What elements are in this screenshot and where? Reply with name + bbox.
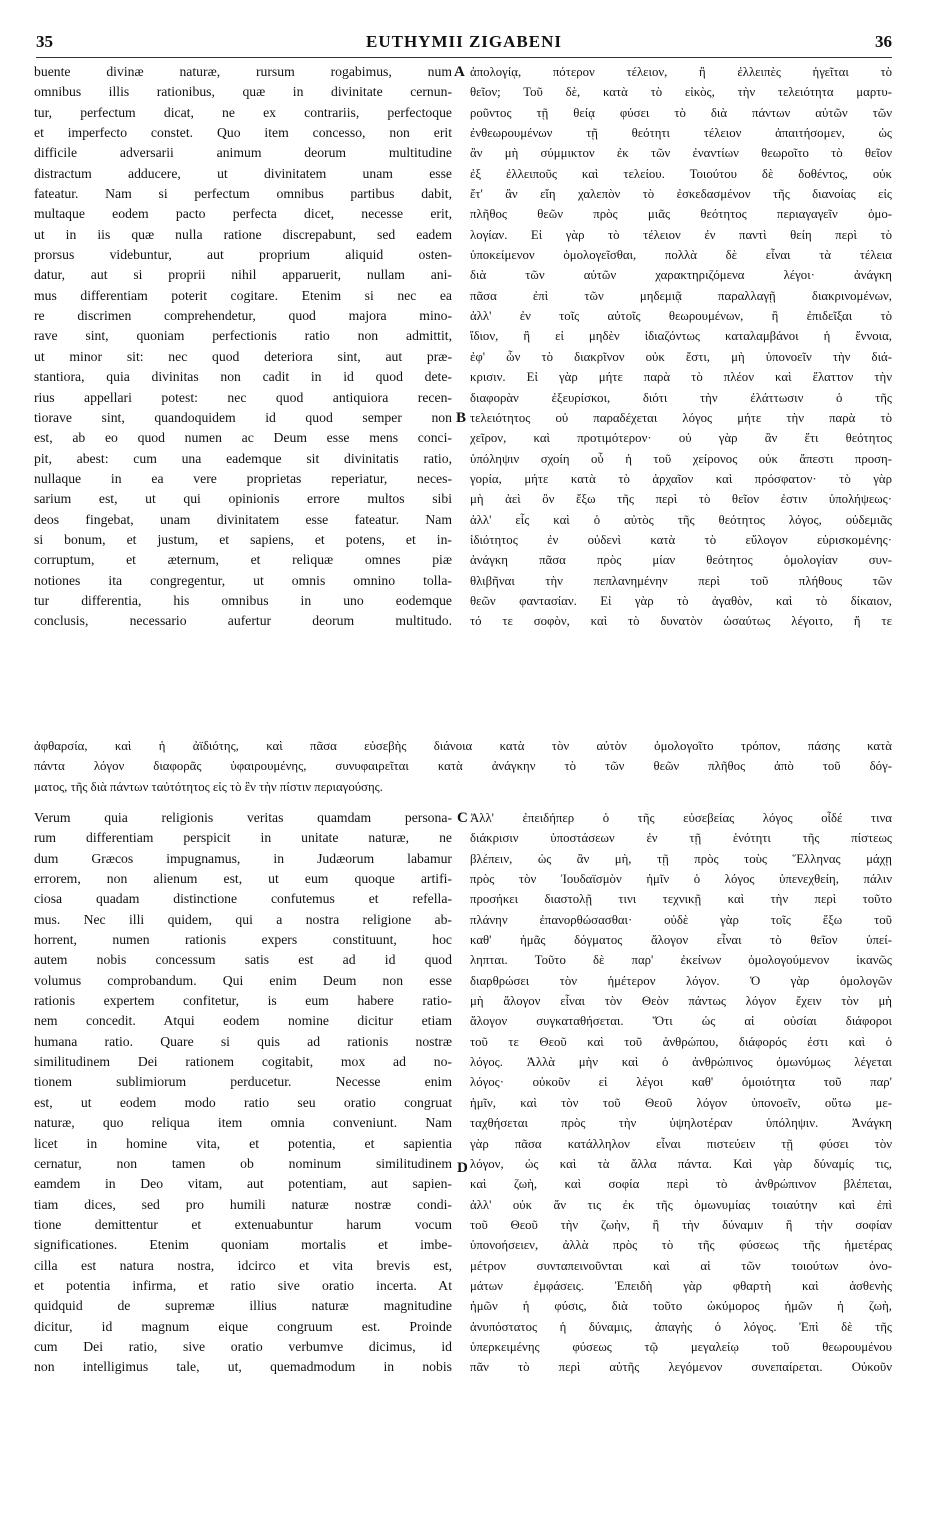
text-line: est, ab eo quod numen ac Deum esse mens conci-	[34, 430, 452, 446]
text-line: κρισιν. Εἰ γὰρ μήτε παρὰ τὸ πλέον καὶ ἔλαττον τὴν	[470, 370, 892, 385]
text-line: ἀνυπόστατος ἡ δύναμις, ἀπαγὴς ὁ λόγος. Ἐπὶ δὲ τῆς	[470, 1319, 892, 1334]
text-line: καὶ ζωὴ, καὶ σοφία περὶ τὸ ἀνθρώπινον βλέπεται,	[470, 1177, 892, 1192]
text-line: difficile adversarii animum deorum multitudine	[34, 145, 452, 161]
text-line: πλάνην ἐπανορθώσασθαι· οὐδὲ γὰρ τοῖς ἔξω τοῦ	[470, 912, 892, 927]
text-line: διάκρισιν ὑποστάσεων ἐν τῇ ἑνότητι τῆς πίστεως	[470, 831, 892, 846]
text-line: τό τε σοφὸν, καὶ τὸ δυνατὸν ὡσαύτως λέγοιτο, ἥ τε	[470, 614, 892, 629]
text-line: ἀλλ' εἷς καὶ ὁ αὐτὸς τῆς θεότητος λόγος, οὐδεμιᾶς	[470, 512, 892, 527]
text-line: horrent, numen rationis expers constituunt, hoc	[34, 932, 452, 948]
text-line: est, ut eodem modo ratio seu oratio congruat	[34, 1094, 452, 1110]
text-line: ciosa quadam distinctione confutemus et refella-	[34, 891, 452, 907]
text-line: ὑπόληψιν σχοίη οὗ ἡ τοῦ χείρονος οὐκ ἄπεστι προση-	[470, 451, 892, 466]
text-line: γορία, μήτε κατὰ τὸ ἀρχαῖον καὶ πρόσφατον· τὸ γὰρ	[470, 471, 892, 486]
text-line: ἀφθαρσία, καὶ ἡ ἀϊδιότης, καὶ πᾶσα εὐσεβὴς διάνοια κατὰ τὸν αὐτὸν ὁμολογοῖτο τρόπον, πάσης κατὰ	[34, 739, 892, 753]
text-line: licet in homine vita, et potentia, et sapientia	[34, 1135, 452, 1151]
page-number-right: 36	[875, 32, 892, 51]
text-line: rationis expertem confitetur, is eum habere ratio-	[34, 993, 452, 1009]
text-line: buente divinæ naturæ, rursum rogabimus, num	[34, 64, 452, 79]
text-line: significationes. Etenim quoniam mortalis et imbe-	[34, 1237, 452, 1253]
text-line: ἔτ' ἂν εἴη χαλεπὸν τὸ ἐσκεδασμένον τῆς διανοίας εἰς	[470, 187, 892, 202]
text-line: ἐφ' ὧν τὸ διακρῖνον οὐκ ἔστι, μὴ ὑπονοεῖν τὴν διά-	[470, 349, 892, 364]
text-line: ροῦντος τῇ θείᾳ φύσει τὸ διὰ πάντων αὐτῶν τῶν	[470, 105, 892, 120]
text-line: tionem sublimiorum perducetur. Necesse enim	[34, 1074, 452, 1090]
text-line: πλῆθος θεῶν πρὸς μιᾶς θεότητος περιαγαγεῖν ὁμο-	[470, 207, 892, 222]
text-line: διὰ τῶν αὐτῶν χαρακτηριζόμενα λέγοι· ἀνάγκη	[470, 268, 892, 283]
text-line: pit, abest: cum una eademque sit divinitatis ratio,	[34, 450, 452, 466]
text-line: θεῖον; Τοῦ δὲ, κατὰ τὸ εἰκὸς, τὴν τελειότητα μαρτυ-	[470, 85, 892, 100]
text-line: ἀνάγκη πᾶσα πρὸς μίαν θεότητος ὁμολογίαν συν-	[470, 553, 892, 568]
running-title: EUTHYMII ZIGABENI	[365, 32, 562, 51]
greek-full-width-paragraph	[34, 736, 892, 800]
text-line: ἀπολογίᾳ, πότερον τέλειον, ἢ ἐλλειπὲς ἡγεῖται τὸ	[470, 65, 892, 79]
margin-letter-d: D	[457, 1160, 468, 1176]
text-line: τελειότητος οὐ παραδέχεται λόγος μήτε τὴν παρὰ τὸ	[470, 410, 892, 425]
page-number-left: 35	[36, 32, 53, 51]
text-line: autem nobis concessum satis est ad id quod	[34, 952, 452, 968]
text-line: γὰρ πᾶσα κατάλληλον εἶναι πιστεύειν τῇ φύσει τὸν	[470, 1136, 892, 1151]
text-line: ὑπονοήσειεν, ἀλλὰ πρὸς τὸ τῆς φύσεως τῆς ἡμετέρας	[470, 1238, 892, 1253]
text-line: deos fingebat, unam divinitatem esse fateatur. Nam	[34, 511, 452, 527]
text-line: nem concedit. Atqui eodem nomine dicitur etiam	[34, 1013, 452, 1029]
text-line: rave sint, quoniam perfectionis ratio non admittit,	[34, 328, 452, 344]
text-line: multaque eodem pacto perfecta dicet, necesse erit,	[34, 206, 452, 222]
text-line: ἴδιον, ἢ εἰ μηδὲν ἰδιαζόντως καταλαμβάνοι ἡ ἔννοια,	[470, 329, 892, 344]
text-line: ληπται. Τοῦτο δὲ παρ' ἐκείνων ὁμολογούμενον ἱκανῶς	[470, 953, 892, 968]
text-line: μὴ ἀεὶ ὂν ἔξω τῆς περὶ τὸ θεῖον ἐστιν ὑπολήψεως·	[470, 492, 892, 507]
text-line: χεῖρον, καὶ προτιμότερον· οὐ γὰρ ἂν ἔτι θεότητος	[470, 431, 892, 446]
text-line: dum Græcos impugnamus, in Judæorum labamur	[34, 850, 452, 866]
text-line: θεῶν φαντασίαν. Εἰ γὰρ τὸ ἀγαθὸν, καὶ τὸ δίκαιον,	[470, 593, 892, 608]
text-line: re discrimen comprehendetur, quod majora mino-	[34, 308, 452, 324]
greek-column-top	[470, 62, 892, 634]
text-line: πᾶν τὸ περὶ αὐτῆς λεγόμενον συνεπαίρεται. Οὐκοῦν	[470, 1360, 892, 1375]
text-line: tur differentia, his omnibus in uno eodemque	[34, 592, 452, 608]
text-line: mus differentiam poterit cogitare. Etenim si nec ea	[34, 287, 452, 303]
text-line: cilla est natura nostra, idcirco et vita brevis est,	[34, 1257, 452, 1273]
text-line: Ἀλλ' ἐπειδήπερ ὁ τῆς εὐσεβείας λόγος οἶδέ τινα	[470, 811, 892, 825]
latin-column-bottom	[34, 808, 452, 1380]
text-line: λόγον, ὡς καὶ τὰ ἄλλα πάντα. Καὶ γὰρ δύναμίς τις,	[470, 1156, 892, 1171]
text-line: ut minor sit: nec quod deteriora sint, aut præ-	[34, 348, 452, 364]
text-line: ταχθήσεται πρὸς τὴν ὑψηλοτέραν ὑπόληψιν. Ἀνάγκη	[470, 1116, 892, 1131]
text-line: ἐνθεωρουμένων τῇ θεότητι τέλειον ἀπαιτήσομεν, ὡς	[470, 126, 892, 141]
text-line: tur, perfectum dicat, ne ex contrariis, perfectoque	[34, 104, 452, 120]
margin-letter-c: C	[457, 810, 468, 826]
text-line: distractum adducere, ut divinitatem unam esse	[34, 165, 452, 181]
text-line: ἡμῶν ἡ φύσις, διὰ τοῦτο ὠκύμορος ἡμῶν ἡ ζωὴ,	[470, 1299, 892, 1314]
text-line: quidquid de supremæ illius naturæ magnitudine	[34, 1298, 452, 1314]
text-line: ut in iis quæ nulla ratione discrepabunt, sed eadem	[34, 226, 452, 242]
text-line: ἡμῖν, καὶ τὸν τοῦ Θεοῦ λόγον ὑπονοεῖν, οὕτω με-	[470, 1095, 892, 1110]
text-line: ἰδιότητος ἐν οὐδενὶ κατὰ τὸ εὔλογον εὑρισκομένης·	[470, 532, 892, 547]
text-line: mus. Nec illi quidem, qui a nostra religione ab-	[34, 911, 452, 927]
text-line: ὑπερκειμένης φύσεως τῷ μεγαλείῳ τοῦ θεωρουμένου	[470, 1339, 892, 1354]
text-line: μὴ ἄλογον εἶναι τὸν Θεὸν πάντως λόγον ἔχειν τὸν μὴ	[470, 994, 892, 1009]
text-line: μέτρον συνταπεινοῦνται καὶ αἱ τῶν τοιούτων ὀνο-	[470, 1258, 892, 1273]
header-rule	[36, 57, 892, 58]
text-line: cum Dei ratio, sive oratio verbumve dicimus, id	[34, 1338, 452, 1354]
margin-letter-a: A	[454, 64, 465, 80]
text-line: fateatur. Nam si perfectum omnibus partibus dabit,	[34, 186, 452, 202]
text-line: omnibus illis rationibus, quæ in divinitate cernun-	[34, 84, 452, 100]
text-line: stantiora, quia divinitas non cadit in id quod dete-	[34, 369, 452, 385]
text-line: λόγος· οὐκοῦν εἰ λέγοι καθ' ὁμοιότητα τοῦ παρ'	[470, 1075, 892, 1090]
text-line: πᾶσα ἐπὶ τῶν μηδεμιᾷ παραλλαγῇ διακρινομένων,	[470, 288, 892, 303]
text-line: volumus comprobandum. Qui enim Deum non esse	[34, 972, 452, 988]
text-line: ἀλλ' οὐκ ἄν τις ἐκ τῆς ὁμωνυμίας τοιαύτην καὶ ἐπὶ	[470, 1197, 892, 1212]
text-line: ἄλογον συγκαταθήσεται. Ὅτι ὡς αἱ οὐσίαι διάφοροι	[470, 1014, 892, 1029]
text-line: sarium est, ut qui opinionis errore multos sibi	[34, 491, 452, 507]
text-line: naturæ, quo reliqua item omnia conveniunt. Nam	[34, 1115, 452, 1131]
text-line: rius appellari potest: nec quod antiquiora recen-	[34, 389, 452, 405]
text-line: καθ' ἡμᾶς δόγματος ἄλογον εἶναι τὸ θεῖον ὑπεί-	[470, 933, 892, 948]
text-line: τοῦ τε Θεοῦ καὶ τοῦ ἀνθρώπου, διάφορός ἐστι καὶ ὁ	[470, 1034, 892, 1049]
text-line: ματος, τῆς διὰ πάντων ταὐτότητος εἰς τὸ ἓν τὴν πίστιν περιαγούσης.	[34, 779, 383, 794]
text-line: conclusis, necessario aufertur deorum multitudo.	[34, 613, 452, 629]
text-line: nullaque in ea vere proprietas reperiatur, neces-	[34, 470, 452, 486]
text-line: Verum quia religionis veritas quamdam persona-	[34, 810, 452, 825]
text-line: βλέπειν, ὡς ἂν μὴ, τῇ πρὸς τοὺς Ἕλληνας μάχῃ	[470, 851, 892, 866]
text-line: rum differentiam perspicit in unitate naturæ, ne	[34, 830, 452, 846]
text-line: τοῦ Θεοῦ τὴν ζωὴν, ἢ τὴν δύναμιν ἢ τὴν σοφίαν	[470, 1217, 892, 1232]
text-line: si bonum, et justum, et sapiens, et potens, et in-	[34, 531, 452, 547]
text-line: tiam dices, sed pro humili naturæ nostræ condi-	[34, 1196, 452, 1212]
text-line: θλιβῆναι τὴν πεπλανημένην περὶ τοῦ πλήθους τῶν	[470, 573, 892, 588]
text-line: humana ratio. Quare si quis ad rationis nostræ	[34, 1033, 452, 1049]
text-line: πρὸς τὸν Ἰουδαϊσμὸν ἡμῖν ὁ λόγος ὑπενεχθείη, πάλιν	[470, 872, 892, 887]
text-line: prorsus videbuntur, aut proprium aliquid osten-	[34, 247, 452, 263]
text-line: notiones ita congregentur, ut omnis omnino tolla-	[34, 572, 452, 588]
text-line: tiorave sint, quandoquidem id quod semper non	[34, 409, 452, 425]
text-line: dicitur, id magnum eique congruum est. Proinde	[34, 1318, 452, 1334]
greek-column-bottom	[470, 808, 892, 1380]
text-line: ἐξ ἐλλειποῦς καὶ τελείου. Τοιούτου δὲ δοθέντος, οὐκ	[470, 166, 892, 181]
text-line: μάτων ἐμφάσεις. Ἐπειδὴ γὰρ φθαρτὴ καὶ ἀσθενὴς	[470, 1278, 892, 1293]
margin-letter-b: B	[456, 410, 467, 426]
text-line: eamdem in Deo vitam, aut potentiam, aut sapien-	[34, 1176, 452, 1192]
text-line: λογίαν. Εἰ γὰρ τὸ τέλειον ἐν παντὶ θείη περὶ τὸ	[470, 227, 892, 242]
text-line: corruptum, et æternum, et reliquæ omnes piæ	[34, 552, 452, 568]
text-line: ἀλλ' ἐν τοῖς αὐτοῖς θεωρουμένων, ἢ ἐπιδεῖξαι τὸ	[470, 309, 892, 324]
text-line: similitudinem Dei rationem cogitabit, mox ad no-	[34, 1054, 452, 1070]
latin-column-top	[34, 62, 452, 634]
text-line: errorem, non alienum est, ut eum quoque artifi-	[34, 871, 452, 887]
text-line: λόγος. Ἀλλὰ μὴν καὶ ὁ ἀνθρώπινος ὁμωνύμως λέγεται	[470, 1055, 892, 1070]
text-line: ὑποκείμενον ὁμολογεῖσθαι, πολλὰ δὲ εἶναι τὰ τέλεια	[470, 248, 892, 263]
text-line: διαρθρώσει τὸν ἡμέτερον λόγον. Ὁ γὰρ ὁμολογῶν	[470, 973, 892, 988]
text-line: cernatur, non tamen ob nominum similitudinem	[34, 1155, 452, 1171]
text-line: et imperfecto constet. Quo item concesso, non erit	[34, 125, 452, 141]
text-line: datur, aut si proprii nihil apparuerit, nullam ani-	[34, 267, 452, 283]
text-line: non intelligimus tale, ut, quemadmodum in nobis	[34, 1359, 452, 1375]
text-line: ἂν μὴ σύμμικτον ἐκ τῶν ἐναντίων θεωροῖτο τὸ θεῖον	[470, 146, 892, 161]
page-header	[36, 32, 892, 56]
text-line: πάντα λόγον διαφορᾶς ὑφαιρουμένης, συνυφαιρεῖται κατὰ ἀνάγκην τὸ τῶν θεῶν πλῆθος ἀπὸ τοῦ δόγ-	[34, 759, 892, 774]
text-line: tione demittentur et extenuabuntur harum vocum	[34, 1216, 452, 1232]
text-line: προσήκει διαστολῇ τινι τεχνικῇ καὶ τὴν περὶ τοῦτο	[470, 892, 892, 907]
text-line: et potentia infirma, et ratio sive oratio incerta. At	[34, 1277, 452, 1293]
text-line: διαφορὰν ἐξευρίσκοι, διότι τὴν ἐλάττωσιν ὁ τῆς	[470, 390, 892, 405]
